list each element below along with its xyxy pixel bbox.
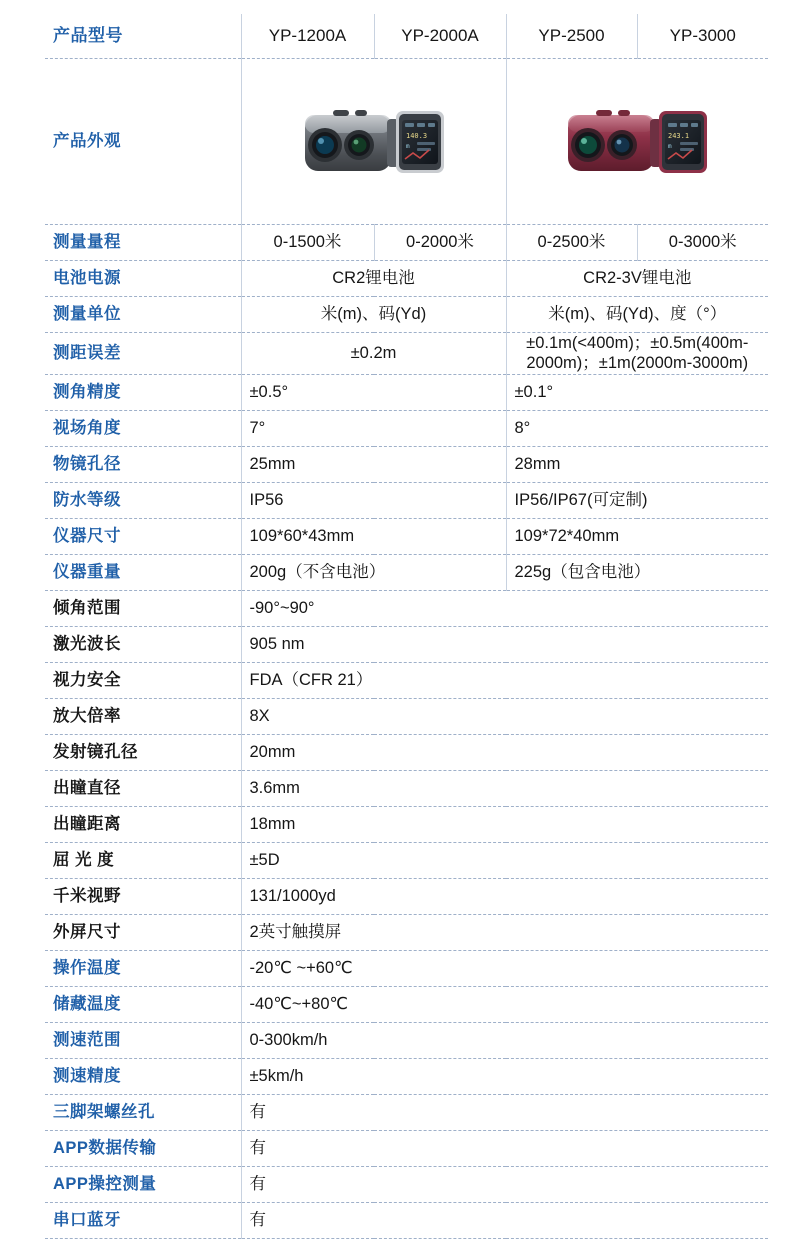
row-value: ±0.5° bbox=[241, 374, 506, 410]
model-header-2: YP-2000A bbox=[374, 14, 506, 58]
table-row bbox=[45, 518, 768, 554]
row-label: 屈 光 度 bbox=[45, 842, 241, 878]
row-value: IP56/IP67(可定制) bbox=[506, 482, 768, 518]
row-label: APP数据传输 bbox=[45, 1130, 241, 1166]
table-row bbox=[45, 986, 768, 1022]
row-value: ±5D bbox=[241, 842, 768, 878]
appearance-label: 产品外观 bbox=[45, 58, 241, 224]
row-value: 18mm bbox=[241, 806, 768, 842]
row-label: 视力安全 bbox=[45, 662, 241, 698]
table-row bbox=[45, 482, 768, 518]
appearance-right-cell bbox=[506, 58, 768, 224]
row-value: 0-300km/h bbox=[241, 1022, 768, 1058]
appearance-left-cell bbox=[241, 58, 506, 224]
row-value: 131/1000yd bbox=[241, 878, 768, 914]
row-value: -20℃ ~+60℃ bbox=[241, 950, 768, 986]
row-value: 225g（包含电池） bbox=[506, 554, 768, 590]
row-label: APP操控测量 bbox=[45, 1166, 241, 1202]
row-label: 仪器重量 bbox=[45, 554, 241, 590]
specification-table bbox=[45, 14, 768, 1239]
row-label: 物镜孔径 bbox=[45, 446, 241, 482]
row-value: ±0.2m bbox=[241, 332, 506, 374]
row-label: 三脚架螺丝孔 bbox=[45, 1094, 241, 1130]
row-value: IP56 bbox=[241, 482, 506, 518]
row-value: ±0.1° bbox=[506, 374, 768, 410]
table-row bbox=[45, 296, 768, 332]
row-value: ±0.1m(<400m)；±0.5m(400m-2000m)；±1m(2000m-3000m) bbox=[506, 332, 768, 374]
table-row bbox=[45, 698, 768, 734]
table-row bbox=[45, 770, 768, 806]
table-row bbox=[45, 224, 768, 260]
row-value: 109*60*43mm bbox=[241, 518, 506, 554]
svg-text:m: m bbox=[405, 143, 410, 150]
table-row bbox=[45, 1130, 768, 1166]
row-value: CR2-3V锂电池 bbox=[506, 260, 768, 296]
model-header-3: YP-2500 bbox=[506, 14, 637, 58]
row-value: 0-2500米 bbox=[506, 224, 637, 260]
row-label: 倾角范围 bbox=[45, 590, 241, 626]
row-value: -40℃~+80℃ bbox=[241, 986, 768, 1022]
row-value: 米(m)、码(Yd)、度（°） bbox=[506, 296, 768, 332]
table-row bbox=[45, 554, 768, 590]
table-row bbox=[45, 1094, 768, 1130]
row-value: 有 bbox=[241, 1130, 768, 1166]
row-label: 测速精度 bbox=[45, 1058, 241, 1094]
row-value: 25mm bbox=[241, 446, 506, 482]
row-value: 0-3000米 bbox=[637, 224, 768, 260]
row-value: -90°~90° bbox=[241, 590, 768, 626]
row-value: 米(m)、码(Yd) bbox=[241, 296, 506, 332]
row-label: 出瞳距离 bbox=[45, 806, 241, 842]
table-row bbox=[45, 410, 768, 446]
row-label: 出瞳直径 bbox=[45, 770, 241, 806]
row-value: 8° bbox=[506, 410, 768, 446]
row-label: 测量量程 bbox=[45, 224, 241, 260]
row-value: 有 bbox=[241, 1094, 768, 1130]
row-value: 200g（不含电池） bbox=[241, 554, 506, 590]
row-label: 激光波长 bbox=[45, 626, 241, 662]
appearance-row bbox=[45, 58, 768, 224]
row-label: 电池电源 bbox=[45, 260, 241, 296]
row-label: 操作温度 bbox=[45, 950, 241, 986]
row-label: 储藏温度 bbox=[45, 986, 241, 1022]
table-row bbox=[45, 1058, 768, 1094]
row-label: 测速范围 bbox=[45, 1022, 241, 1058]
svg-text:140.3: 140.3 bbox=[405, 132, 427, 140]
svg-text:243.1: 243.1 bbox=[668, 132, 690, 140]
row-value: 20mm bbox=[241, 734, 768, 770]
row-value: 8X bbox=[241, 698, 768, 734]
table-row bbox=[45, 914, 768, 950]
table-header-row bbox=[45, 14, 768, 58]
row-label: 测距误差 bbox=[45, 332, 241, 374]
svg-text:m: m bbox=[668, 143, 672, 150]
row-label: 测角精度 bbox=[45, 374, 241, 410]
rangefinder-red-icon bbox=[515, 59, 761, 224]
row-value: 有 bbox=[241, 1202, 768, 1238]
row-value: 109*72*40mm bbox=[506, 518, 768, 554]
row-label: 串口蓝牙 bbox=[45, 1202, 241, 1238]
table-row bbox=[45, 590, 768, 626]
row-label: 仪器尺寸 bbox=[45, 518, 241, 554]
row-value: ±5km/h bbox=[241, 1058, 768, 1094]
table-row bbox=[45, 878, 768, 914]
table-row bbox=[45, 950, 768, 986]
header-label: 产品型号 bbox=[45, 14, 241, 58]
row-value: FDA（CFR 21） bbox=[241, 662, 768, 698]
model-header-1: YP-1200A bbox=[241, 14, 374, 58]
row-value: 2英寸触摸屏 bbox=[241, 914, 768, 950]
row-value: CR2锂电池 bbox=[241, 260, 506, 296]
row-label: 千米视野 bbox=[45, 878, 241, 914]
table-row bbox=[45, 374, 768, 410]
table-row bbox=[45, 446, 768, 482]
row-value: 0-1500米 bbox=[241, 224, 374, 260]
table-row bbox=[45, 260, 768, 296]
table-row bbox=[45, 1166, 768, 1202]
table-row bbox=[45, 662, 768, 698]
table-row bbox=[45, 806, 768, 842]
row-label: 防水等级 bbox=[45, 482, 241, 518]
table-row bbox=[45, 1202, 768, 1238]
row-label: 外屏尺寸 bbox=[45, 914, 241, 950]
row-value: 28mm bbox=[506, 446, 768, 482]
row-value: 0-2000米 bbox=[374, 224, 506, 260]
row-value: 905 nm bbox=[241, 626, 768, 662]
table-row bbox=[45, 734, 768, 770]
row-value: 有 bbox=[241, 1166, 768, 1202]
row-label: 放大倍率 bbox=[45, 698, 241, 734]
model-header-4: YP-3000 bbox=[637, 14, 768, 58]
table-row bbox=[45, 1022, 768, 1058]
row-value: 3.6mm bbox=[241, 770, 768, 806]
table-row bbox=[45, 626, 768, 662]
rangefinder-silver-icon bbox=[250, 59, 498, 224]
row-label: 测量单位 bbox=[45, 296, 241, 332]
row-label: 视场角度 bbox=[45, 410, 241, 446]
table-row bbox=[45, 332, 768, 374]
table-row bbox=[45, 842, 768, 878]
row-value: 7° bbox=[241, 410, 506, 446]
row-label: 发射镜孔径 bbox=[45, 734, 241, 770]
